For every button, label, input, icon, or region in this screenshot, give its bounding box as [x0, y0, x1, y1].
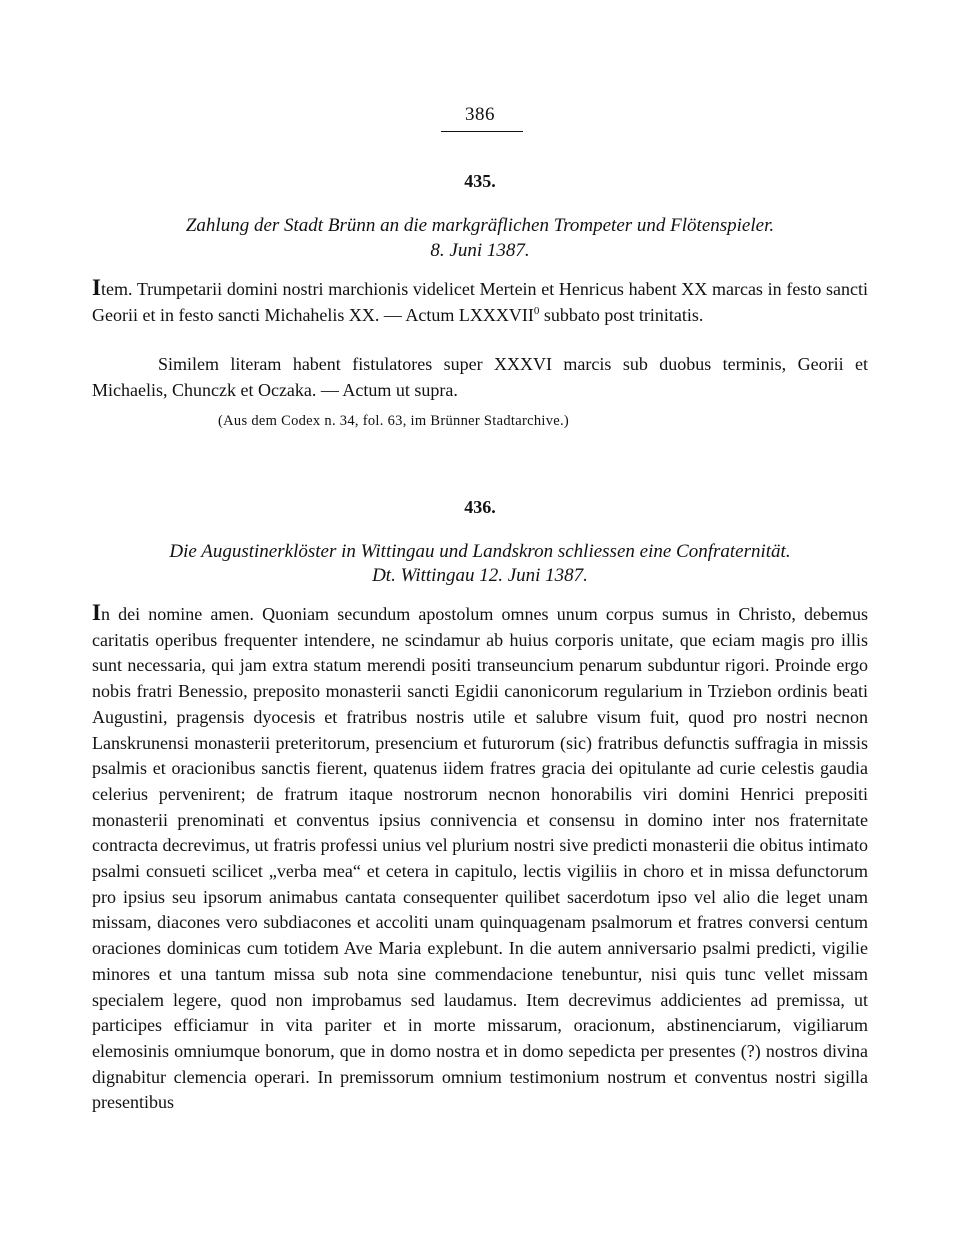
superscript: 0 [533, 304, 540, 317]
document-date: 8. Juni 1387. [430, 240, 530, 261]
document-number: 436. [464, 497, 496, 517]
document-title: Die Augustinerklöster in Wittingau und Landskron schliessen eine Confraternität. [169, 541, 791, 562]
paragraph-text: tem. Trumpetarii domini nostri marchionis videlicet Mertein et Henricus habent XX marcas in festo sancti Georii et in festo sancti Michahelis XX. — Actum LXXXVII [92, 279, 868, 325]
document-title: Zahlung der Stadt Brünn an die markgräflichen Trompeter und Flötenspieler. [185, 215, 775, 236]
paragraph-text: n dei nomine amen. Quoniam secundum apostolum omnes unum corpus sumus in Christo, debemus caritatis operibus frequenter intendere, ne scindamur ab huius corporis unitate, que eciam magis pro illis sunt necessaria, qui jam extra statum merendi positi transeuncium penarum subduntur rigori. Proinde ergo nobis fratri Benessio, preposito monasterii sancti Egidii canonicorum regularium in Trziebon ordinis beati Augustini, pragensis dyocesis et fratribus nostris utile et salubre visum fuit, quod pro nostri necnon Lanskrunensi monasterii preteritorum, presencium et futurorum (sic) fratribus defunctis suffragia in missis psalmis et oracionibus sanctis fierent, quatenus iidem fratres gracia dei opitulante ad curie celestis gaudia celerius pervenirent; de fratrum itaque nostrorum necnon honorabilis viri domini Henrici prepositi monasterii prenominati et conventus ipsius connivencia et consensu in domino inter nos fraternitate contracta decrevimus, ut fratris professi unius vel plurium nostri sive predicti monasterii die obitus intimato psalmi consueti scilicet „verba mea“ et cetera in capitulo, lectis vigiliis in choro et in missa defunctorum pro ipsius seu ipsorum animabus cantata consequenter quilibet sacerdotum ipso vel alio die leget unam missam, diacones vero subdiacones et accoliti unam quinquagenam psalmorum et fratres conversi centum oraciones dominicas cum totidem Ave Maria explebunt. In die autem anniversario psalmi predicti, vigilie minores et una tantum missa sub nota sine commendacione tenebuntur, nisi quis tunc vellet missam specialem legere, quod non improbamus sed laudamus. Item decrevimus addicientes ad premissa, ut participes efficiamur in vita pariter et in morte missarum, oracionum, abstinenciarum, vigiliarum elemosinis omniumque bonorum, que in domo nostra et in domo sepedicta per presentes (?) nostros divina dignabitur clemencia operari. In premissorum omnium testimonium nostrum et conventus nostri sigilla presentibus [92, 604, 868, 1113]
source-citation: (Aus dem Codex n. 34, fol. 63, im Brünner Stadtarchive.) [218, 413, 570, 429]
paragraph [92, 600, 868, 1116]
paragraph [92, 275, 868, 328]
paragraph-text: Similem literam habent fistulatores super XXXVI marcis sub duobus terminis, Georii et Michaelis, Chunczk et Oczaka. — Actum ut supra. [92, 354, 868, 400]
document-number: 435. [464, 171, 496, 191]
initial-letter: I [92, 600, 101, 625]
page-number: 386 [465, 104, 495, 125]
page-number-rule [441, 131, 523, 132]
document-date: Dt. Wittingau 12. Juni 1387. [372, 565, 588, 586]
paragraph-text-tail: subbato post trinitatis. [539, 304, 704, 325]
paragraph [92, 352, 868, 403]
initial-letter: I [92, 275, 101, 300]
